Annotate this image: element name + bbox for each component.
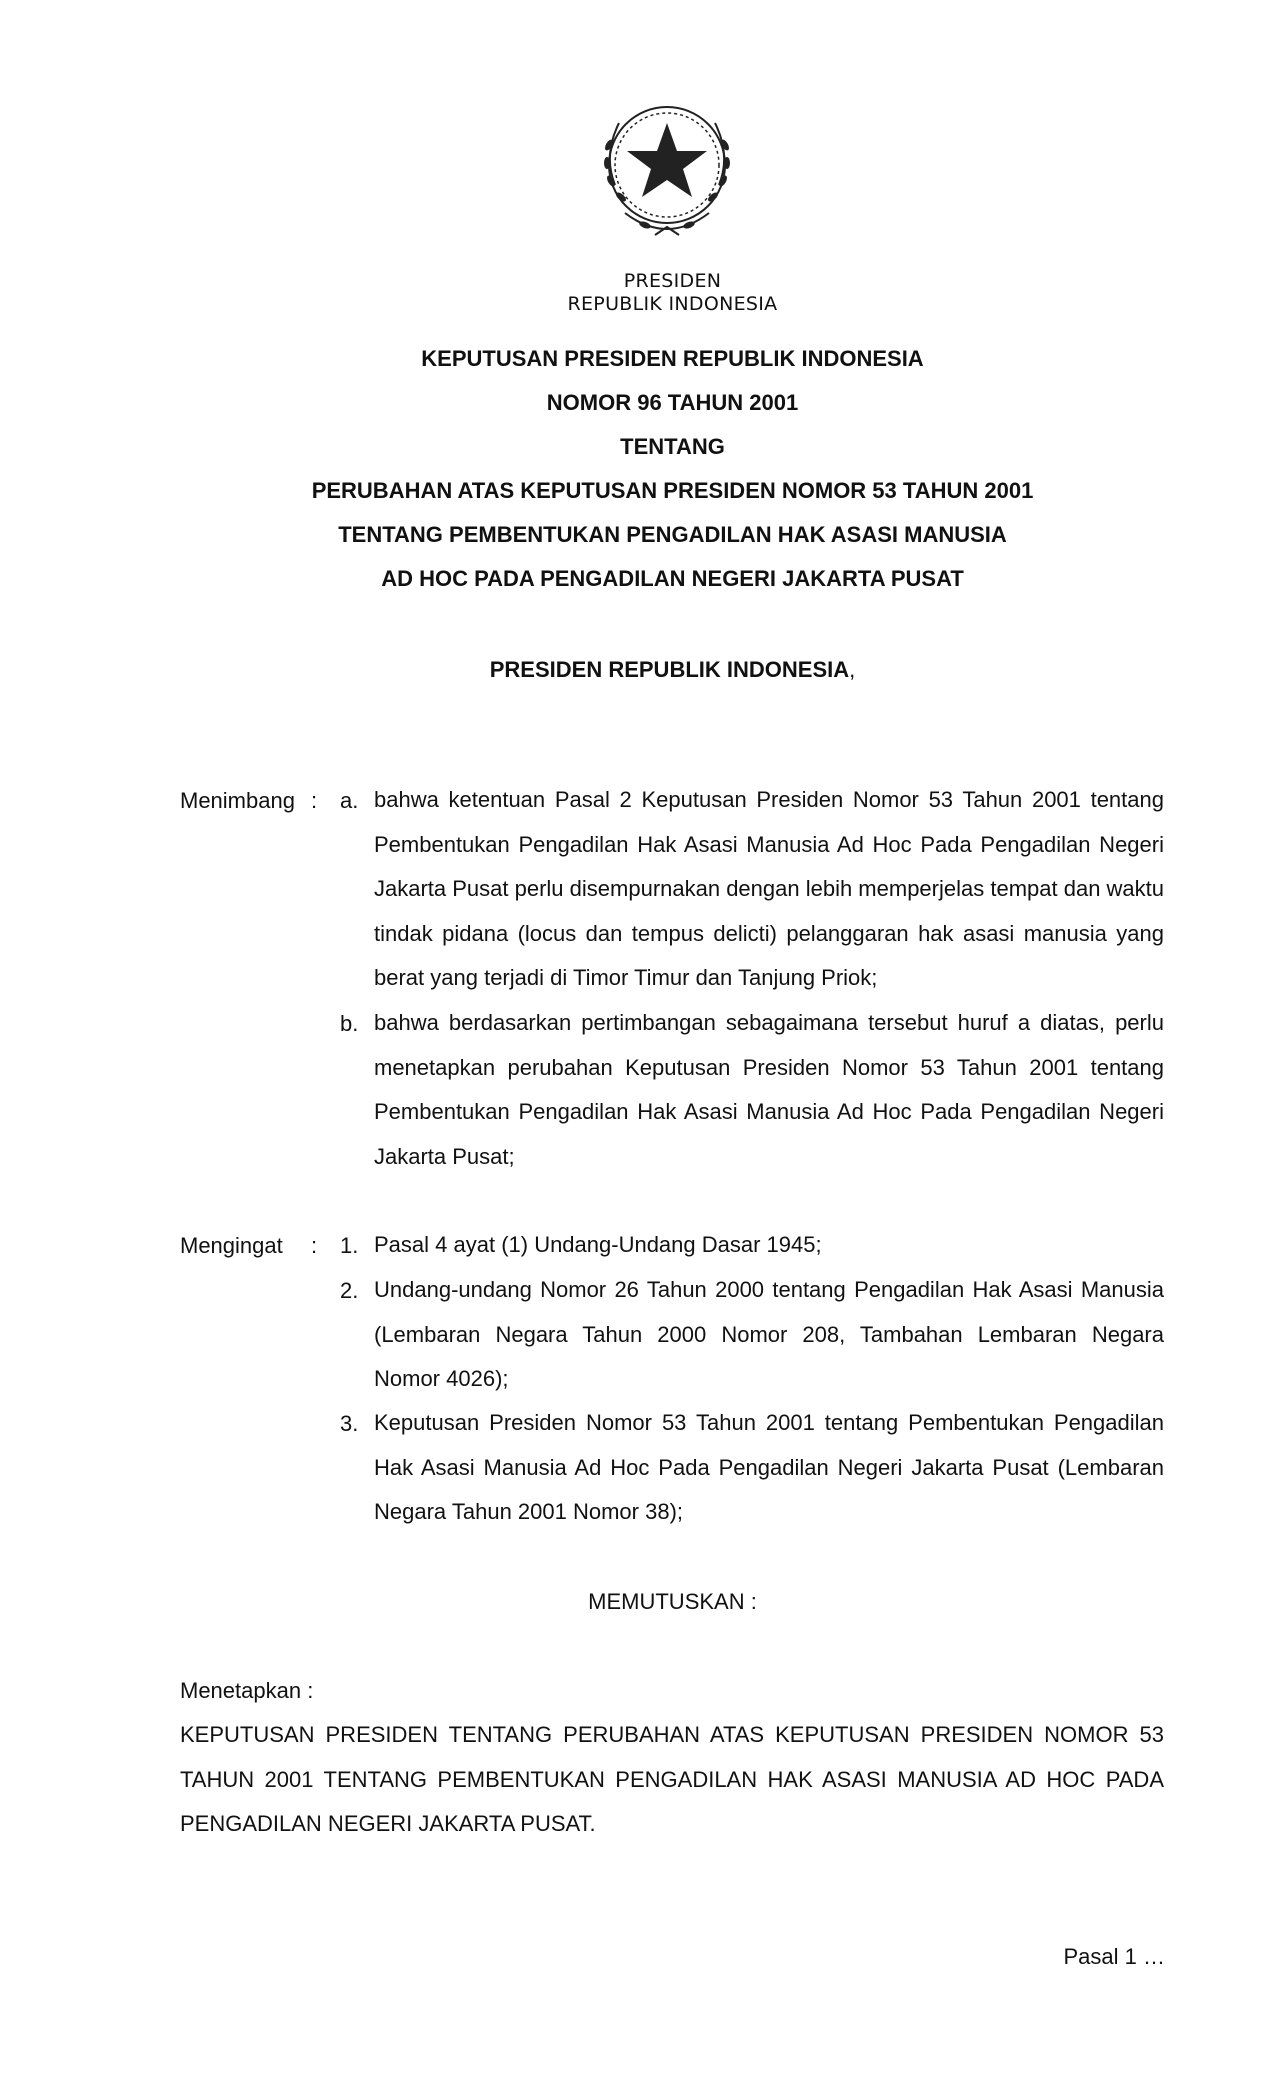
title-line3: TENTANG [620,434,725,459]
president-heading-suffix: , [849,657,856,682]
mengingat-item-3-marker: 3. [340,1411,359,1436]
mengingat-item-1-text: Pasal 4 ayat (1) Undang-Undang Dasar 1945; [374,1232,822,1257]
presidential-seal-icon [585,85,750,250]
title-line6: AD HOC PADA PENGADILAN NEGERI JAKARTA PUSAT [381,566,964,591]
next-page-reference: Pasal 1 … [1063,1944,1165,1969]
mengingat-item-1-marker: 1. [340,1233,359,1258]
menimbang-label: Menimbang [180,788,295,813]
title-line2: NOMOR 96 TAHUN 2001 [546,390,799,415]
memutuskan-heading: MEMUTUSKAN : [588,1589,757,1614]
title-line1: KEPUTUSAN PRESIDEN REPUBLIK INDONESIA [421,346,924,371]
president-heading [0,657,1275,683]
title-line5: TENTANG PEMBENTUKAN PENGADILAN HAK ASASI MANUSIA [338,522,1007,547]
mengingat-colon: : [311,1233,318,1258]
menimbang-item-b-marker: b. [340,1011,359,1036]
menetapkan-text: KEPUTUSAN PRESIDEN TENTANG PERUBAHAN ATAS KEPUTUSAN PRESIDEN NOMOR 53 TAHUN 2001 TENTANG PEMBENTUKAN PENGADILAN HAK ASASI MANUSIA AD HOC PADA PENGADILAN NEGERI JAKARTA PUSAT. [180,1722,1164,1836]
menimbang-item-b-text: bahwa berdasarkan pertimbangan sebagaimana tersebut huruf a diatas, perlu menetapkan perubahan Keputusan Presiden Nomor 53 Tahun 2001 tentang Pembentukan Pengadilan Hak Asasi Manusia Ad Hoc Pada Pengadilan Negeri Jakarta Pusat; [374,1010,1164,1169]
president-heading-text: PRESIDEN REPUBLIK INDONESIA [489,657,850,682]
menimbang-item-a-text: bahwa ketentuan Pasal 2 Keputusan Presiden Nomor 53 Tahun 2001 tentang Pembentukan Pengadilan Hak Asasi Manusia Ad Hoc Pada Pengadilan Negeri Jakarta Pusat perlu disempurnakan dengan lebih memperjelas tempat dan waktu tindak pidana (locus dan tempus delicti) pelanggaran hak asasi manusia yang berat yang terjadi di Timor Timur dan Tanjung Priok; [374,787,1165,990]
mengingat-item-2-marker: 2. [340,1278,359,1303]
title-line4: PERUBAHAN ATAS KEPUTUSAN PRESIDEN NOMOR 53 TAHUN 2001 [311,478,1034,503]
mengingat-label: Mengingat [180,1233,283,1258]
menimbang-colon: : [311,788,318,813]
emblem-label-line2: REPUBLIK INDONESIA [567,293,778,315]
emblem-label-line1: PRESIDEN [623,270,722,292]
mengingat-item-3-text: Keputusan Presiden Nomor 53 Tahun 2001 tentang Pembentukan Pengadilan Hak Asasi Manusia Ad Hoc Pada Pengadilan Negeri Jakarta Pusat (Lembaran Negara Tahun 2001 Nomor 38); [374,1410,1164,1524]
menetapkan-label: Menetapkan : [180,1678,314,1703]
menimbang-item-a-marker: a. [340,788,359,813]
mengingat-item-2-text: Undang-undang Nomor 26 Tahun 2000 tentang Pengadilan Hak Asasi Manusia (Lembaran Negara Tahun 2000 Nomor 208, Tambahan Lembaran Negara Nomor 4026); [374,1277,1164,1391]
